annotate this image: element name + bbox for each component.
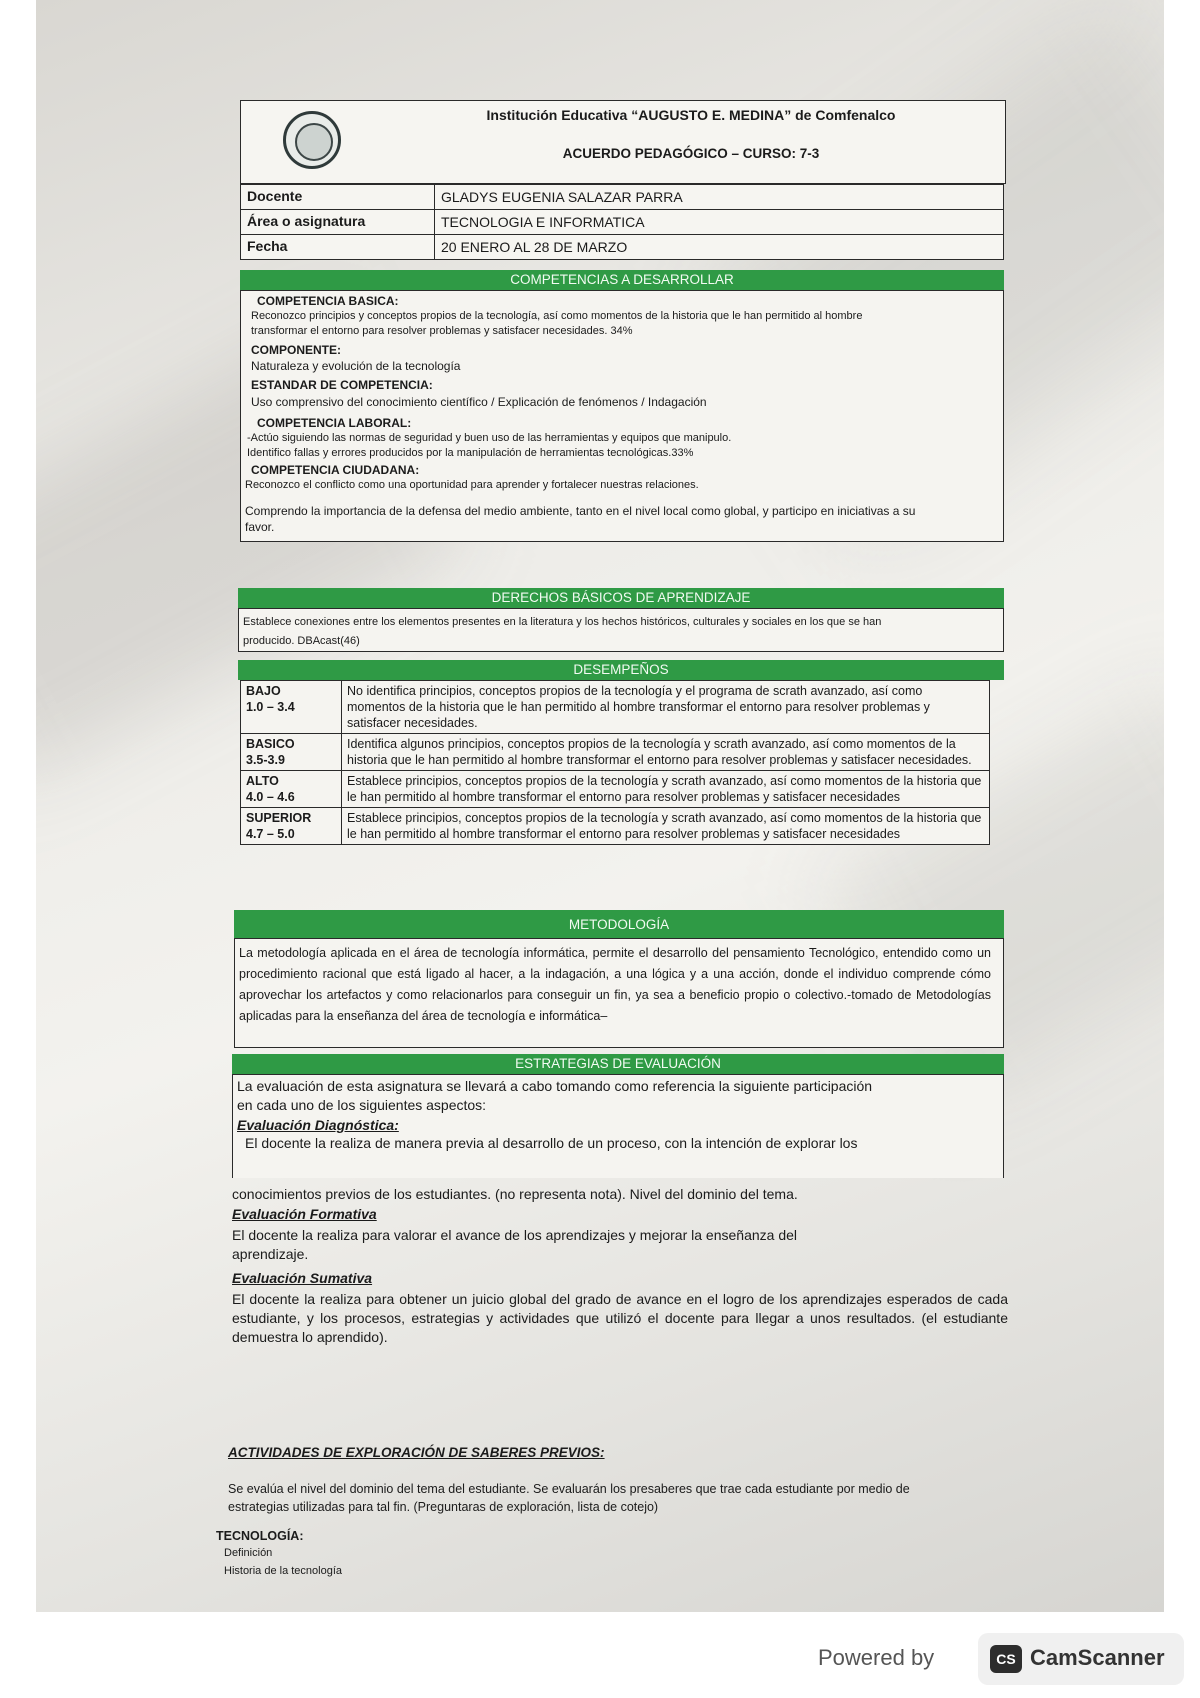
sumativa-title: Evaluación Sumativa xyxy=(232,1270,373,1286)
sumativa-text: El docente la realiza para obtener un juicio global del grado de avance en el logro de los aprendizajes esperados de cada estudiante, y los procesos, estrategias y actividades que utilizó el docente para llegar a unos resultados. (el estudiante demuestra lo aprendido). xyxy=(232,1291,1008,1345)
diagnostica-text-1: El docente la realiza de manera previa al desarrollo de un proceso, con la intención de explorar los xyxy=(245,1135,858,1151)
diagnostica-text-2: conocimientos previos de los estudiantes. (no representa nota). Nivel del dominio del tema. xyxy=(232,1186,798,1202)
evaluacion-box xyxy=(232,1074,1004,1178)
formativa-text: El docente la realiza para valorar el avance de los aprendizajes y mejorar la enseñanza del aprendizaje. xyxy=(232,1227,797,1262)
info-value: TECNOLOGIA E INFORMATICA xyxy=(441,214,645,230)
tecnologia-item: Historia de la tecnología xyxy=(224,1565,343,1577)
metodologia-text: La metodología aplicada en el área de tecnología informática, permite el desarrollo del pensamiento Tecnológico, entendido como un procedimiento racional que está ligado al hacer, a la indagación, a una lógica y a una acción, donde el individuo comprende cómo aprovechar los artefactos y como relacionarlos para conseguir un fin, ya sea a beneficio propio o colectivo.-tomado de Metodologías aplicadas para la enseñanza del área de tecnología e informática– xyxy=(239,946,991,1023)
level-description: Establece principios, conceptos propios de la tecnología y scrath avanzado, así como momentos de la historia que le han permitido al hombre transformar el entorno para resolver problemas y satisfacer necesidades xyxy=(342,808,990,845)
institution-name: Institución Educativa “AUGUSTO E. MEDINA” de Comfenalco xyxy=(486,107,896,123)
level-description: Establece principios, conceptos propios de la tecnología y scrath avanzado, así como momentos de la historia que le han permitido al hombre transformar el entorno para resolver problemas y satisfacer necesidades xyxy=(342,771,990,808)
table-row xyxy=(241,808,990,845)
componente-label: COMPONENTE: xyxy=(251,343,341,357)
info-value: 20 ENERO AL 28 DE MARZO xyxy=(441,239,628,255)
estandar-label: ESTANDAR DE COMPETENCIA: xyxy=(251,378,433,392)
tecnologia-item: Definición xyxy=(224,1547,273,1559)
basica-text: Reconozco principios y conceptos propios de la tecnología, así como momentos de la historia que le han permitido al hombre transformar el entorno para resolver problemas y satisfacer necesidades. 34% xyxy=(251,310,863,337)
school-logo-icon xyxy=(283,111,341,169)
metodologia-band: METODOLOGÍA xyxy=(234,910,1004,938)
powered-by-label: Powered by xyxy=(818,1645,935,1670)
info-label: Docente xyxy=(241,185,435,209)
camscanner-logo xyxy=(978,1633,1184,1685)
ciudadana-label: COMPETENCIA CIUDADANA: xyxy=(251,463,420,477)
camscanner-icon: CS xyxy=(990,1645,1022,1673)
tecnologia-title: TECNOLOGÍA: xyxy=(216,1529,304,1543)
dba-box xyxy=(238,608,1004,652)
metodologia-box xyxy=(234,938,1004,1048)
info-label: Fecha xyxy=(241,235,435,259)
competencias-band: COMPETENCIAS A DESARROLLAR xyxy=(240,270,1004,290)
dba-text: Establece conexiones entre los elementos presentes en la literatura y los hechos históricos, culturales y sociales en los que se han producido. DBAcast(46) xyxy=(243,616,882,647)
laboral-label: COMPETENCIA LABORAL: xyxy=(257,416,412,430)
desempenos-band: DESEMPEÑOS xyxy=(238,660,1004,680)
camscanner-brand: CamScanner xyxy=(1030,1645,1165,1670)
info-label: Área o asignatura xyxy=(241,210,435,234)
evaluacion-intro: La evaluación de esta asignatura se llevará a cabo tomando como referencia la siguiente participación en cada uno de los siguientes aspectos: xyxy=(237,1078,873,1113)
level-cell xyxy=(241,808,342,845)
level-cell xyxy=(241,681,342,734)
level-description: Identifica algunos principios, conceptos propios de la tecnología y scrath avanzado, así como momentos de la historia que le han permitido al hombre transformar el entorno para resolver problemas y satisfacer necesidades. xyxy=(342,734,990,771)
level-description: No identifica principios, conceptos propios de la tecnología y el programa de scrath avanzado, así como momentos de la historia que le han permitido al hombre transformar el entorno para resolver problemas y satisfacer necesidades. xyxy=(342,681,990,734)
diagnostica-title: Evaluación Diagnóstica: xyxy=(237,1117,399,1133)
info-row xyxy=(240,184,1004,210)
actividades-title: ACTIVIDADES DE EXPLORACIÓN DE SABERES PREVIOS: xyxy=(228,1445,605,1460)
level-cell xyxy=(241,771,342,808)
agreement-title: ACUERDO PEDAGÓGICO – CURSO: 7-3 xyxy=(562,146,820,161)
scanned-page xyxy=(36,0,1164,1612)
table-row xyxy=(241,771,990,808)
actividades-text: Se evalúa el nivel del dominio del tema del estudiante. Se evaluarán los presaberes que trae cada estudiante por medio de estrategias utilizadas para tal fin. (Preguntaras de exploración, lista de cotejo) xyxy=(228,1482,910,1514)
dba-band: DERECHOS BÁSICOS DE APRENDIZAJE xyxy=(238,588,1004,608)
level-name: ALTO xyxy=(246,774,279,788)
competencias-box xyxy=(240,290,1004,542)
table-row xyxy=(241,734,990,771)
level-name: SUPERIOR xyxy=(246,811,312,825)
desempenos-table xyxy=(240,680,990,845)
level-cell xyxy=(241,734,342,771)
level-name: BASICO xyxy=(246,737,295,751)
table-row xyxy=(241,681,990,734)
info-value: GLADYS EUGENIA SALAZAR PARRA xyxy=(441,189,683,205)
laboral-text-2: Identifico fallas y errores producidos por la manipulación de herramientas tecnológicas.33% xyxy=(247,447,694,459)
info-table xyxy=(240,184,1004,260)
formativa-title: Evaluación Formativa xyxy=(232,1206,377,1222)
level-range: 4.7 – 5.0 xyxy=(246,827,295,841)
componente-text: Naturaleza y evolución de la tecnología xyxy=(251,359,461,373)
document-header xyxy=(240,100,1006,184)
level-range: 1.0 – 3.4 xyxy=(246,700,295,714)
level-range: 4.0 – 4.6 xyxy=(246,790,295,804)
basica-label: COMPETENCIA BASICA: xyxy=(257,294,399,308)
ciudadana-text-1: Reconozco el conflicto como una oportunidad para aprender y fortalecer nuestras relaciones. xyxy=(245,479,699,491)
info-row xyxy=(240,235,1004,260)
estandar-text: Uso comprensivo del conocimiento científico / Explicación de fenómenos / Indagación xyxy=(251,395,707,409)
info-row xyxy=(240,210,1004,235)
ciudadana-text-2: Comprendo la importancia de la defensa del medio ambiente, tanto en el nivel local como global, y participo en iniciativas a su favor. xyxy=(245,504,916,534)
level-name: BAJO xyxy=(246,684,281,698)
evaluacion-band: ESTRATEGIAS DE EVALUACIÓN xyxy=(232,1054,1004,1074)
laboral-text-1: -Actúo siguiendo las normas de seguridad y buen uso de las herramientas y equipos que manipulo. xyxy=(247,432,732,444)
level-range: 3.5-3.9 xyxy=(246,753,285,767)
